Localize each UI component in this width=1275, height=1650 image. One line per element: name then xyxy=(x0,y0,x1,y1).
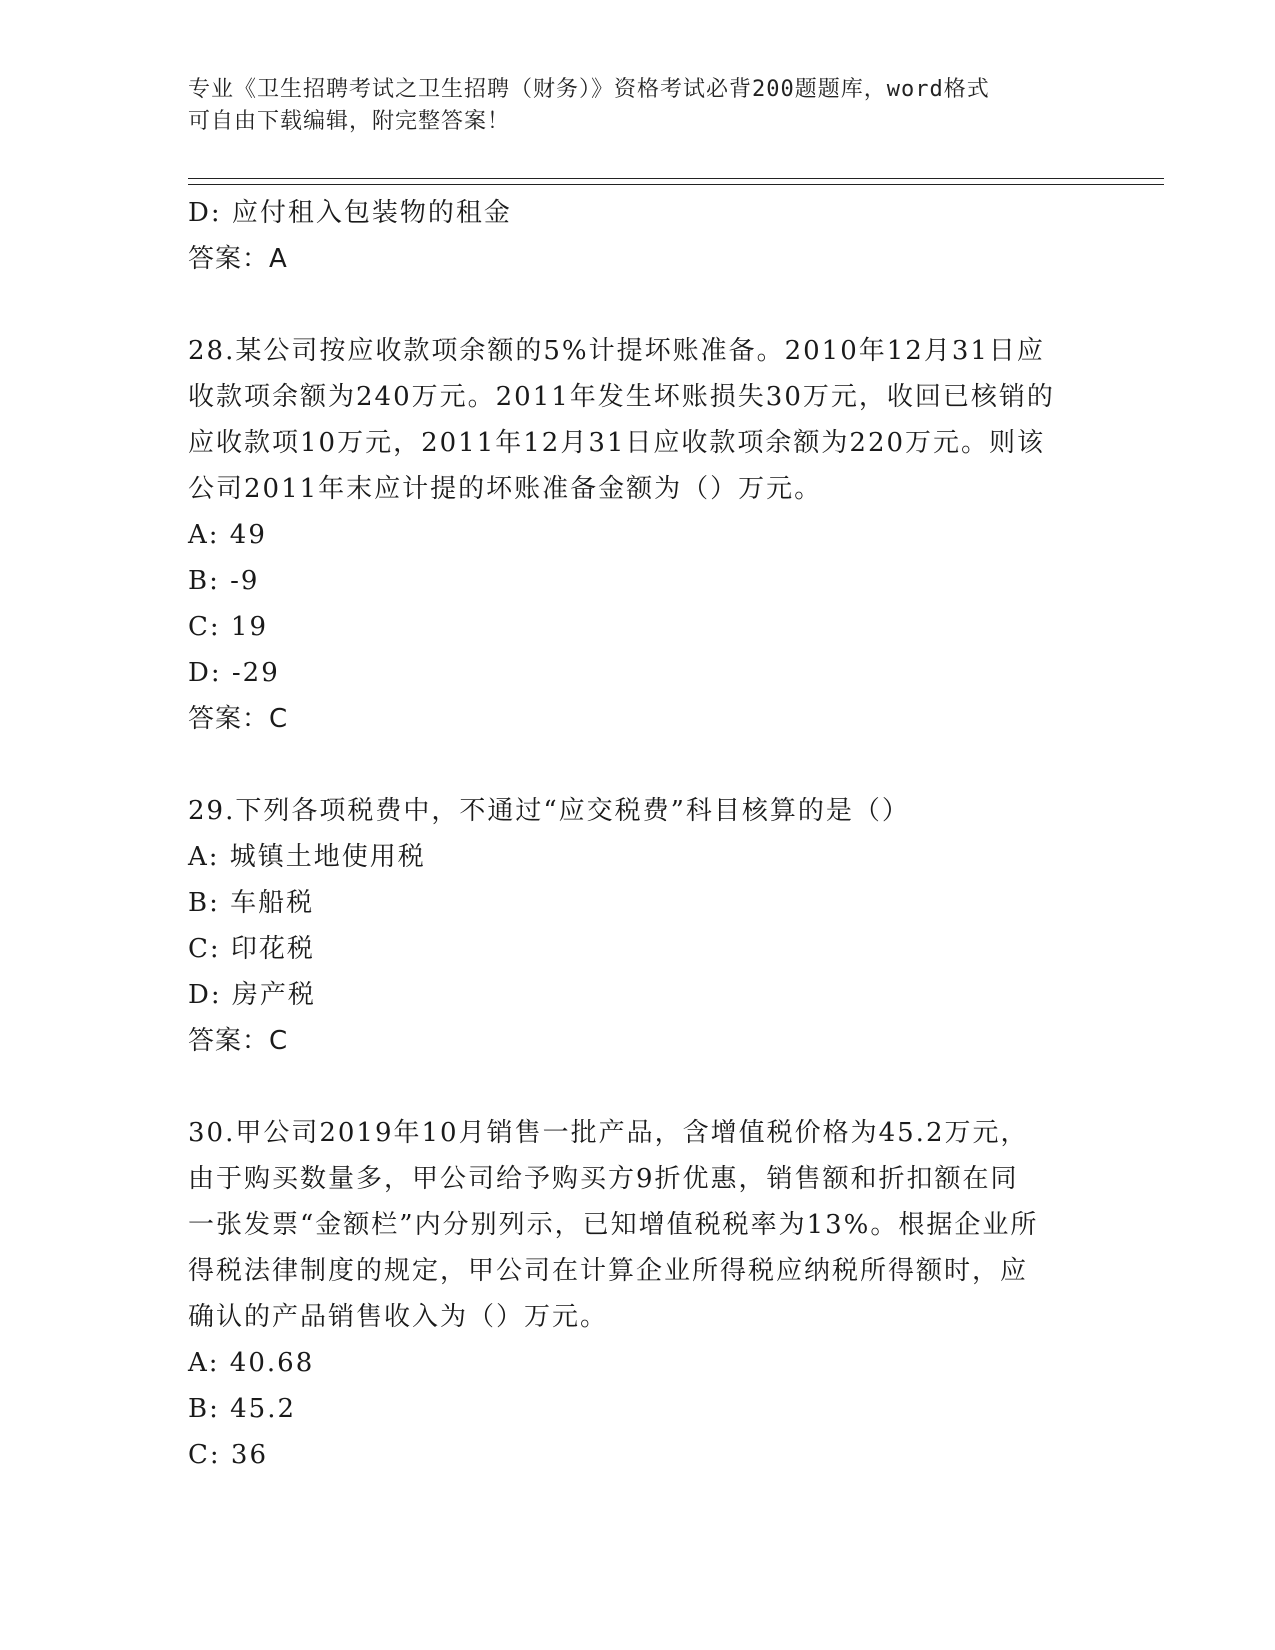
question-text-line: 由于购买数量多，甲公司给予购买方9折优惠，销售额和折扣额在同 xyxy=(188,1164,1019,1194)
question-text-line: 得税法律制度的规定，甲公司在计算企业所得税应纳税所得额时，应 xyxy=(188,1256,1029,1286)
question-28 xyxy=(188,328,1088,742)
header-divider-top xyxy=(188,178,1164,179)
question-text-line: 确认的产品销售收入为（）万元。 xyxy=(188,1302,609,1332)
option-b: B: 45.2 xyxy=(188,1394,297,1424)
option-b: B: 车船税 xyxy=(188,888,315,918)
spacer xyxy=(188,742,1088,788)
header-divider-bottom xyxy=(188,184,1164,185)
question-text-line: 29.下列各项税费中，不通过“应交税费”科目核算的是（） xyxy=(188,796,910,826)
option-d: D: 应付租入包装物的租金 xyxy=(188,198,512,228)
question-text-line: 30.甲公司2019年10月销售一批产品，含增值税价格为45.2万元， xyxy=(188,1118,1029,1148)
question-29 xyxy=(188,788,1088,1064)
document-body xyxy=(188,190,1088,1478)
question-text-line: 28.某公司按应收款项余额的5%计提坏账准备。2010年12月31日应 xyxy=(188,336,1045,366)
question-text-line: 应收款项10万元，2011年12月31日应收款项余额为220万元。则该 xyxy=(188,428,1046,458)
question-30 xyxy=(188,1110,1088,1478)
question-text-line: 收款项余额为240万元。2011年发生坏账损失30万元，收回已核销的 xyxy=(188,382,1055,412)
option-d: D: 房产税 xyxy=(188,980,316,1010)
option-a: A: 城镇土地使用税 xyxy=(188,842,426,872)
answer-line: 答案：A xyxy=(188,244,288,274)
question-text-line: 一张发票“金额栏”内分别列示，已知增值税税率为13%。根据企业所 xyxy=(188,1210,1039,1240)
document-header xyxy=(188,74,1088,138)
option-b: B: -9 xyxy=(188,566,260,596)
option-d: D: -29 xyxy=(188,658,280,688)
header-line-2: 可自由下载编辑，附完整答案！ xyxy=(188,109,511,134)
option-c: C: 36 xyxy=(188,1440,269,1470)
question-text-line: 公司2011年末应计提的坏账准备金额为（）万元。 xyxy=(188,474,823,504)
answer-line: 答案：C xyxy=(188,1026,289,1056)
option-c: C: 印花税 xyxy=(188,934,315,964)
spacer xyxy=(188,282,1088,328)
spacer xyxy=(188,1064,1088,1110)
answer-line: 答案：C xyxy=(188,704,289,734)
prev-question xyxy=(188,190,1088,282)
option-c: C: 19 xyxy=(188,612,269,642)
header-line-1: 专业《卫生招聘考试之卫生招聘（财务）》资格考试必背200题题库，word格式 xyxy=(188,77,990,102)
option-a: A: 49 xyxy=(188,520,267,550)
option-a: A: 40.68 xyxy=(188,1348,315,1378)
